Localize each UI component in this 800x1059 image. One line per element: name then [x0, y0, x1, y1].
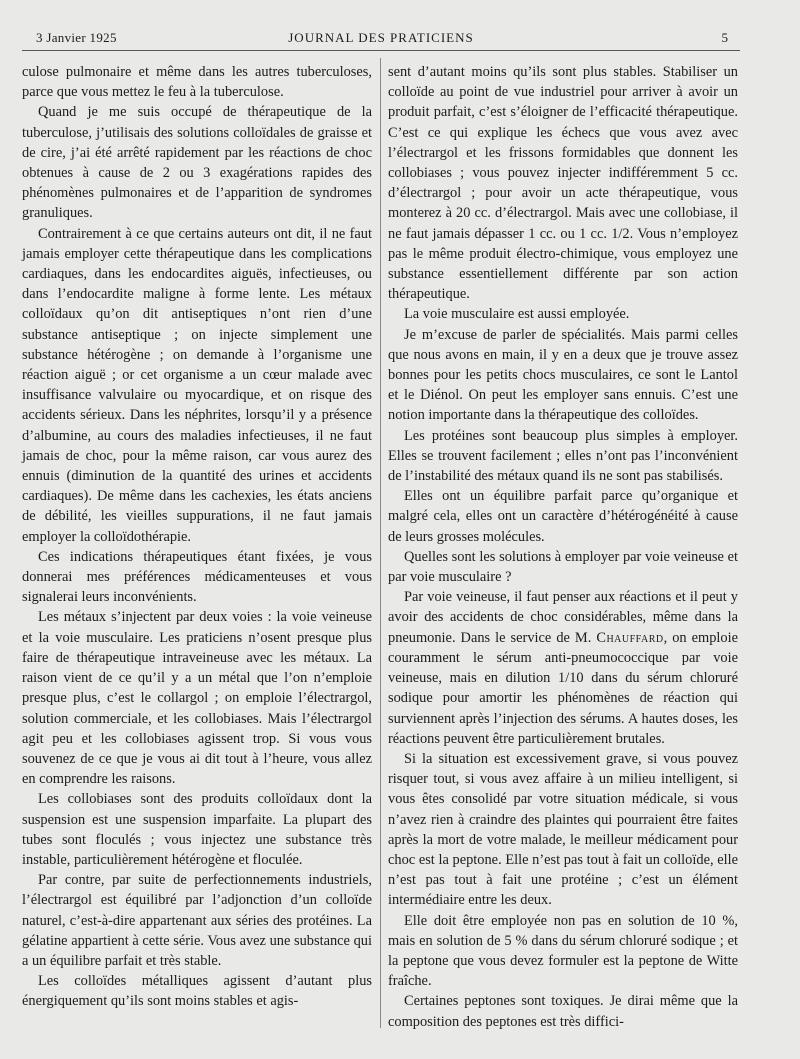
paragraph: Elle doit être employée non pas en solution de 10 %, mais en solution de 5 % dans du sérum chloruré sodique ; et la peptone que vous devez formuler est la peptone de Witte fraîche. — [388, 912, 738, 990]
paragraph: Je m’excuse de parler de spécialités. Mais parmi celles que nous avons en main, il y en a deux que je trouve assez bonnes pour les petits chocs musculaires, ce sont le Lantol et le Diénol. On peut les employer sans ennuis. C’est une notion importante dans la thérapeutique des colloïdes. — [388, 326, 738, 424]
paragraph: culose pulmonaire et même dans les autres tuberculoses, parce que vous mettez le feu à la tuberculose. — [22, 64, 372, 101]
paragraph: Les colloïdes métalliques agissent d’autant plus énergiquement qu’ils sont moins stables et agis- — [22, 973, 372, 1010]
text-run: , on emploie couramment le sérum anti-pneumococcique par voie veineuse, mais en dilution 1/10 dans du sérum chloruré sodique pour amortir les phénomènes de réaction qui surviennent après l’injection des sérums. A hautes doses, les réactions peuvent être particulièrement brutales. — [388, 629, 738, 747]
paragraph: Les protéines sont beaucoup plus simples à employer. Elles se trouvent facilement ; elles n’ont pas l’inconvénient de l’instabilité des métaux quand ils ne sont pas stabilisés. — [388, 427, 738, 485]
column-divider — [380, 58, 381, 1028]
paragraph: Quelles sont les solutions à employer par voie veineuse et par voie musculaire ? — [388, 548, 738, 586]
paragraph: Elles ont un équilibre parfait parce qu’organique et malgré cela, elles ont un caractère d’hétérogénéité à cause de leurs grosses molécules. — [388, 488, 738, 545]
right-column — [388, 62, 738, 1032]
text-run: Par voie veineuse, il faut penser aux réactions et il peut y avoir des accidents de choc considérables, même dans la pneumonie. Dans le service de M. — [388, 589, 738, 646]
page-header — [22, 30, 740, 46]
issue-date: 3 Janvier 1925 — [36, 30, 117, 45]
paragraph: Si la situation est excessivement grave, si vous pouvez risquer tout, si vous avez affaire à un milieu intelligent, si vous êtes consolidé par votre situation médicale, si vous n’avez rien à craindre des plaintes qui pourraient être faites après la mort de votre malade, le meilleur médicament pour choc est la peptone. Elle n’est pas tout à fait un colloïde, elle n’est pas tout à fait une protéine ; c’est un élément intermédiaire entre les deux. — [388, 750, 738, 909]
paragraph: La voie musculaire est aussi employée. — [404, 306, 630, 323]
paragraph: Quand je me suis occupé de thérapeutique de la tuberculose, j’utilisais des solutions colloïdales de graisse et de cire, j’ai été arrêté rapidement par les réactions de choc obtenues à cause de 2 ou 3 exagérations rapides des phénomènes pulmonaires et de l’apparition de syndromes granuliques. — [22, 104, 372, 222]
header-rule — [22, 50, 740, 51]
paragraph: Les collobiases sont des produits colloïdaux dont la suspension est une suspension imparfaite. La plupart des tubes sont floculés ; vous injectez une substance très instable, particulièrement hétérogène et floculée. — [22, 791, 372, 868]
paragraph: Par contre, par suite de perfectionnements industriels, l’électrargol est équilibré par l’adjonction d’un colloïde naturel, c’est-à-dire appartenant aux séries des protéines. La gélatine appartient à cette série. Vous avez une substance qui a un équilibre parfait et très stable. — [22, 872, 372, 969]
left-column — [22, 62, 372, 1012]
paragraph: Ces indications thérapeutiques étant fixées, je vous donnerai mes préférences médicamenteuses et vous signalerai leurs inconvénients. — [22, 548, 372, 606]
paragraph — [388, 587, 738, 749]
paragraph: Contrairement à ce que certains auteurs ont dit, il ne faut jamais employer cette thérapeutique dans les complications cardiaques, dans les endocardites aiguës, infectieuses, ou dans l’endocardite maligne à forme lente. Les métaux colloïdaux qu’on dit antiseptiques n’ont rien d’une substance antiseptique ; on injecte simplement une substance hétérogène ; on demande à l’organisme une réaction aiguë ; or cet organisme a un cœur malade avec insuffisance valvulaire ou myocardique, et on risque des accidents sérieux. Dans les néphrites, lorsqu’il y a présence d’albumine, au cours des maladies infectieuses, il ne faut jamais de choc, pour la même raison, car vous aurez des ennuis (diminution de la quantité des urines et accidents cardiaques). De même dans les cachexies, les états anciens de débilité, les vieilles suppurations, il ne faut jamais employer la colloïdothérapie. — [22, 225, 372, 545]
paragraph: Les métaux s’injectent par deux voies : la voie veineuse et la voie musculaire. Les praticiens n’osent presque plus faire de thérapeutique intraveineuse avec les métaux. La raison vient de ce qu’il y a un métal que l’on n’emploie presque plus, c’est le collargol ; on emploie l’électrargol, solution commerciale, et les collobiases. Mais l’électrargol agit peu et les collobiases agissent trop. Si vous vous souvenez de ce que je vous ai dit tout à l’heure, vous allez en comprendre les raisons. — [22, 609, 372, 788]
page-number: 5 — [721, 30, 728, 45]
paragraph: sent d’autant moins qu’ils sont plus stables. Stabiliser un colloïde au point de vue industriel pour arriver à avoir un produit parfait, c’est s’éloigner de l’efficacité thérapeutique. C’est ce qui explique les échecs que vous avez avec l’électrargol et les frissons formidables que donnent les collobiases ; vous pouvez injecter indifféremment 5 cc. d’électrargol ; pour avoir un acte thérapeutique, vous monterez à 20 cc. d’électrargol. Mais avec une collobiase, il ne faut jamais dépasser 1 cc. ou 1 cc. 1/2. Vous n’employez pas le même produit électro-chimique, vous employez une substance essentiellement différente par son action thérapeutique. — [388, 64, 738, 303]
paragraph: Certaines peptones sont toxiques. Je dirai même que la composition des peptones est très diffici- — [388, 993, 738, 1030]
journal-title: JOURNAL DES PRATICIENS — [288, 30, 474, 45]
author-name: Chauffard — [596, 629, 664, 646]
